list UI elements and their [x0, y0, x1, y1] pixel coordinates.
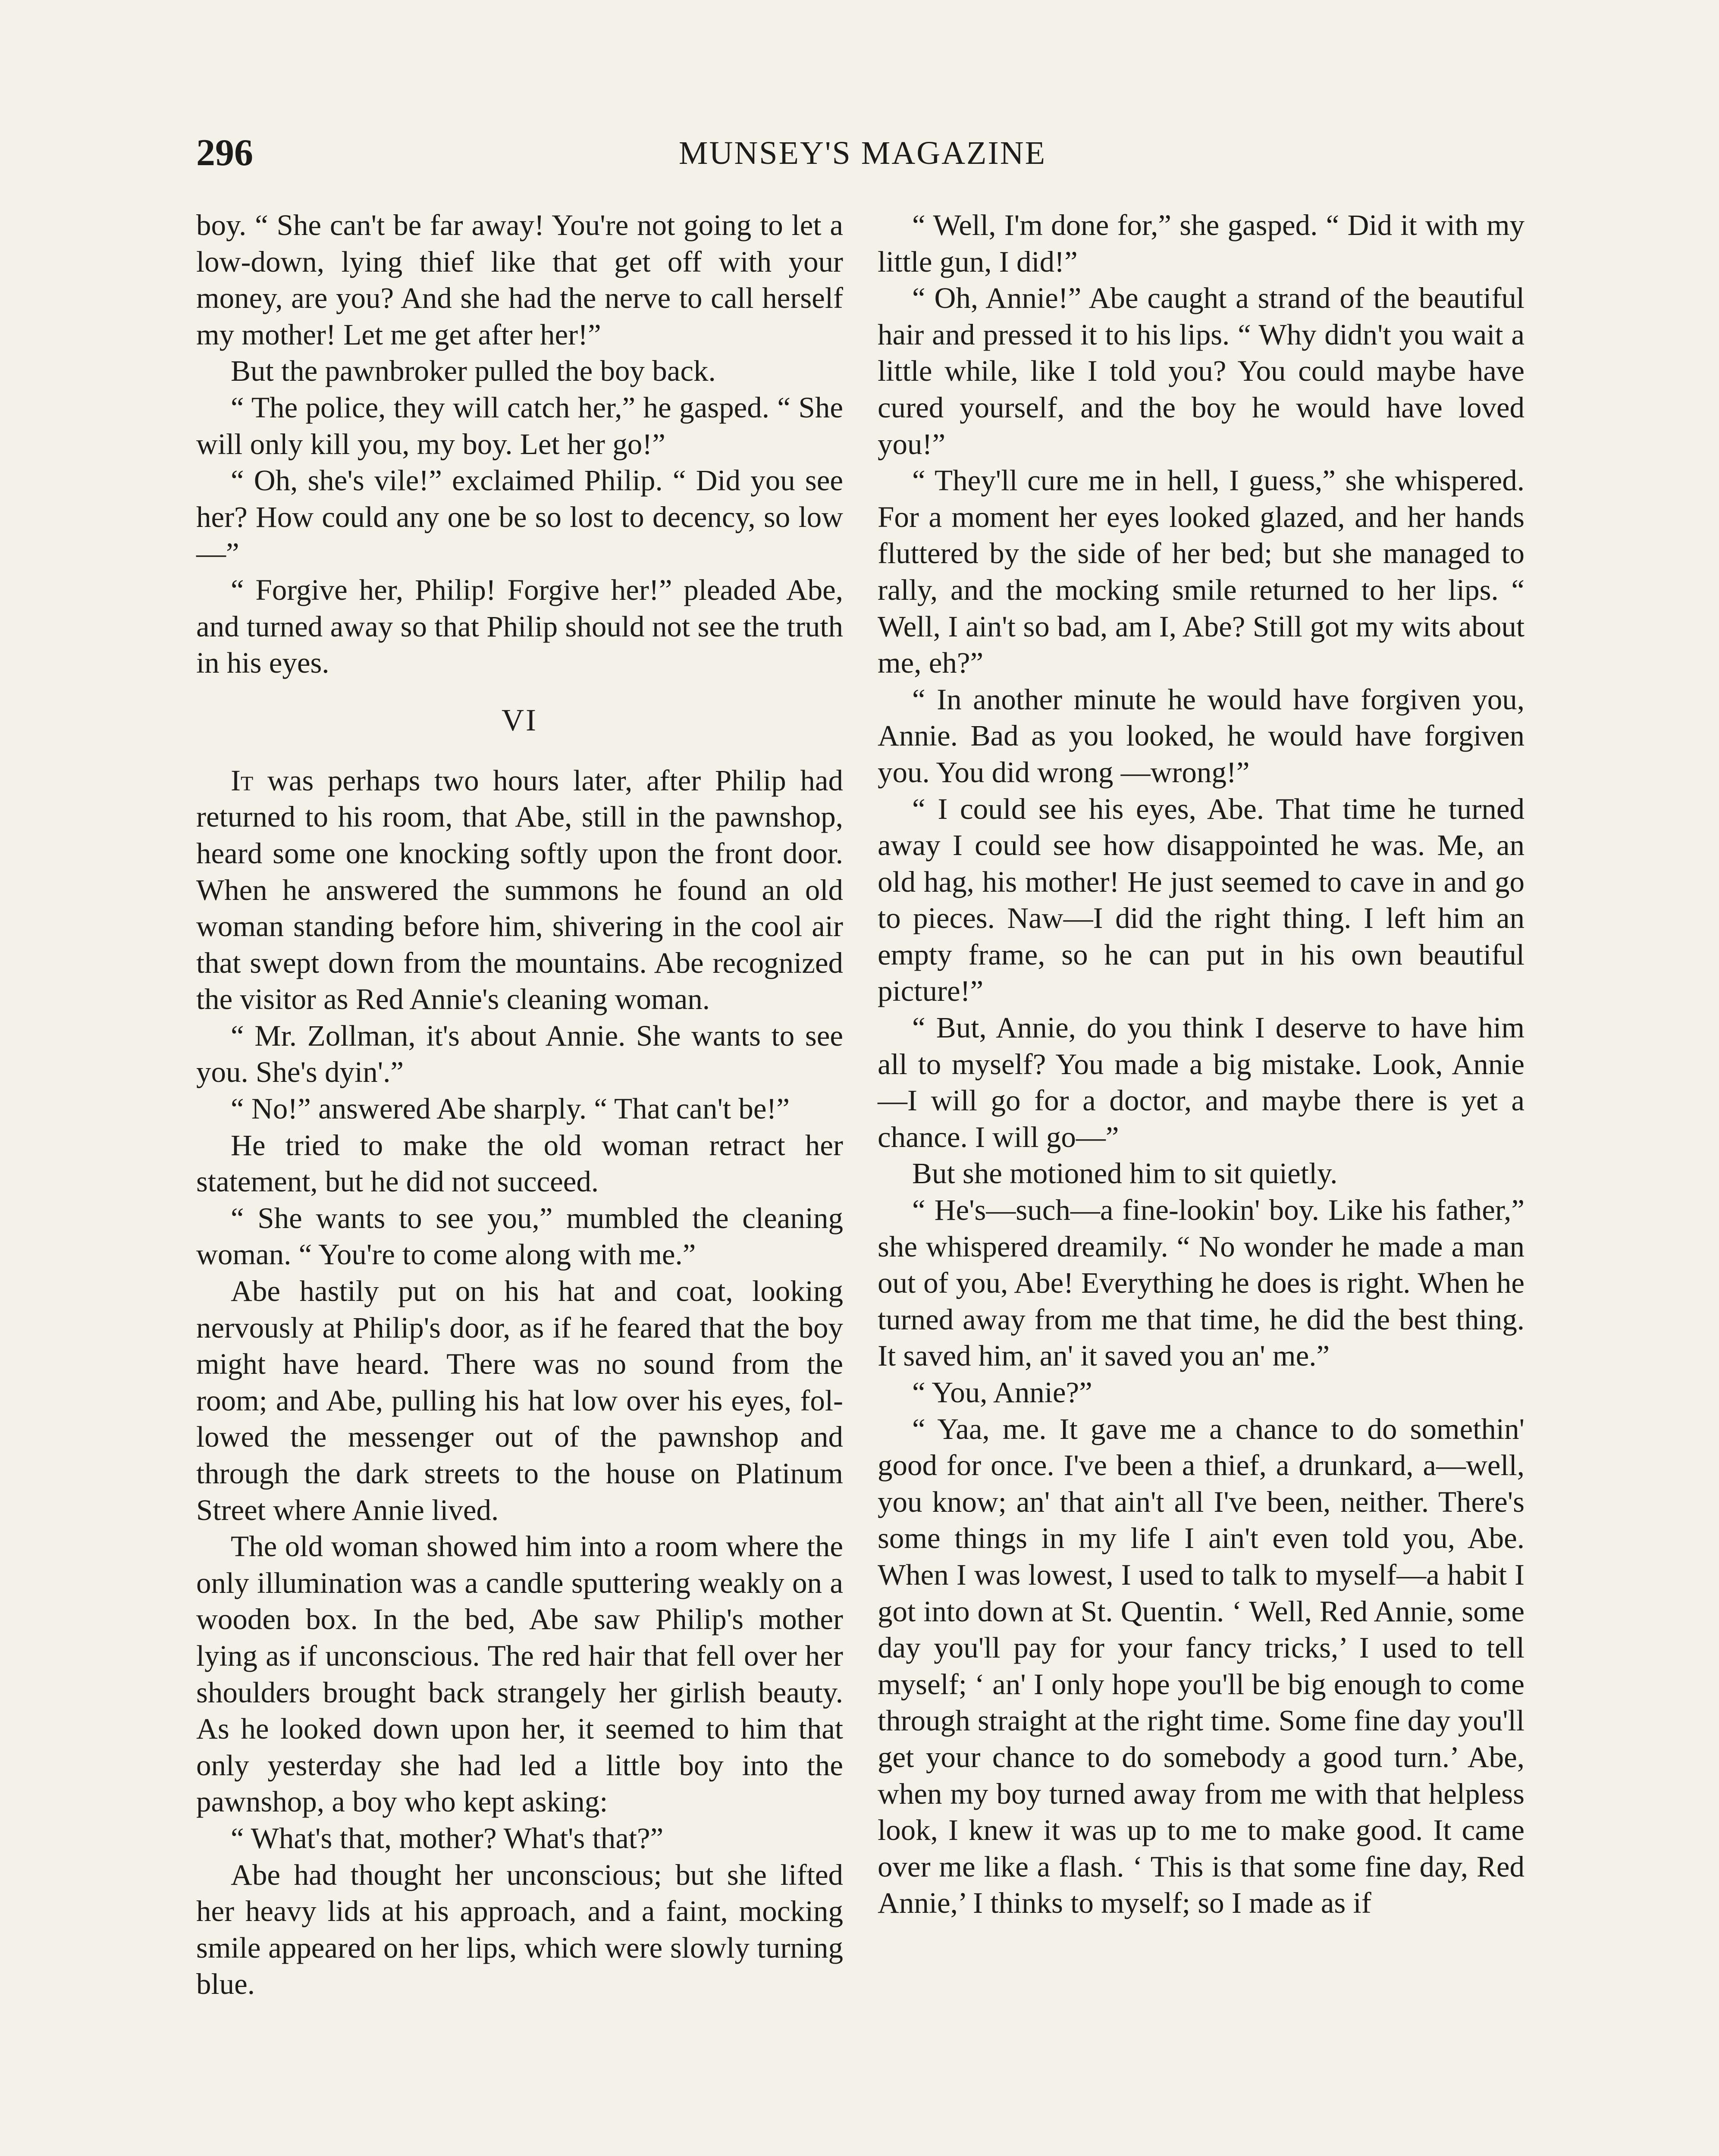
paragraph: “ No!” answered Abe sharply. “ That can't be!” [231, 1092, 790, 1125]
paragraph: “ He's—such—a fine-lookin' boy. Like his father,” she whispered dreamily. “ No wonder he made a man out of you, Abe! Everything he does is right. When he turned away from me that time, he did the best thing. It saved him, an' it saved you an' me.” [878, 1194, 1525, 1373]
paragraph: Abe hastily put on his hat and coat, looking nervously at Philip's door, as if he feared that the boy might have heard. There was no sound from the room; and Abe, pulling his hat low over his eyes, followed the messenger out of the pawnshop and through the dark streets to the house on Platinum Street where Annie lived. [196, 1275, 843, 1526]
paragraph: “ Forgive her, Philip! Forgive her!” pleaded Abe, and turned away so that Philip should not see the truth in his eyes. [196, 573, 843, 680]
paragraph: “ Mr. Zollman, it's about Annie. She wants to see you. She's dyin'.” [196, 1019, 843, 1089]
running-title: MUNSEY'S MAGAZINE [678, 135, 1047, 171]
paragraph: He tried to make the old woman retract her statement, but he did not succeed. [196, 1128, 843, 1198]
paragraph: “ I could see his eyes, Abe. That time he turned away I could see how disappointed he was. Me, an old hag, his mother! He just seemed to cave in and go to pieces. Naw—I did the right thing. I left him an empty frame, so he can put in his own beautiful picture!” [878, 792, 1525, 1008]
paragraph: “ In another minute he would have forgiven you, Annie. Bad as you looked, he would have forgiven you. You did wrong —wrong!” [878, 683, 1525, 789]
paragraph: Abe had thought her unconscious; but she lifted her heavy lids at his approach, and a faint, mocking smile appeared on her lips, which were slowly turning blue. [196, 1858, 843, 2001]
left-column [196, 207, 843, 2002]
paragraph: “ You, Annie?” [912, 1376, 1092, 1409]
paragraph: But the pawnbroker pulled the boy back. [231, 354, 716, 388]
paragraph: “ What's that, mother? What's that?” [231, 1821, 664, 1855]
paragraph [196, 762, 843, 1018]
paragraph: “ She wants to see you,” mumbled the cleaning woman. “ You're to come along with me.” [196, 1201, 843, 1271]
right-column [878, 207, 1525, 1921]
paragraph: The old woman showed him into a room where the only illumination was a candle sputtering weakly on a wooden box. In the bed, Abe saw Philip's mother lying as if unconscious. The red hair that fell over her shoulders brought back strangely her girlish beauty. As he looked down upon her, it seemed to him that only yesterday she had led a little boy into the pawnshop, a boy who kept asking: [196, 1530, 843, 1818]
paragraph: “ Oh, she's vile!” exclaimed Philip. “ Did you see her? How could any one be so lost to decency, so low—” [196, 464, 843, 570]
section-heading: VI [502, 702, 538, 737]
page-header [196, 129, 1529, 177]
paragraph: boy. “ She can't be far away! You're not going to let a low-down, lying thief like that get off with your money, are you? And she had the nerve to call herself my mother! Let me get after her!” [196, 209, 843, 351]
paragraph-text: was perhaps two hours later, after Philip had returned to his room, that Abe, still in the pawnshop, heard some one knocking softly upon the front door. When he answered the summons he found an old woman standing before him, shivering in the cool air that swept down from the mountains. Abe recognized the visitor as Red Annie's cleaning woman. [196, 764, 843, 1016]
paragraph: But she motioned him to sit quietly. [912, 1157, 1338, 1190]
paragraph: “ But, Annie, do you think I deserve to have him all to myself? You made a big mistake. Look, Annie—I will go for a doctor, and maybe there is yet a chance. I will go—” [878, 1011, 1525, 1153]
paragraph: “ Well, I'm done for,” she gasped. “ Did it with my little gun, I did!” [878, 209, 1525, 278]
paragraph: “ The police, they will catch her,” he gasped. “ She will only kill you, my boy. Let her go!” [196, 391, 843, 461]
paragraph: “ Oh, Annie!” Abe caught a strand of the beautiful hair and pressed it to his lips. “ Why didn't you wait a little while, like I told you? You could maybe have cured yourself, and the boy he would have loved you!” [878, 282, 1525, 461]
paragraph: “ Yaa, me. It gave me a chance to do somethin' good for once. I've been a thief, a drunkard, a—well, you know; an' that ain't all I've been, neither. There's some things in my life I ain't even told you, Abe. When I was lowest, I used to talk to myself—a habit I got into down at St. Quentin. ‘ Well, Red Annie, some day you'll pay for your fancy tricks,’ I used to tell myself; ‘ an' I only hope you'll be big enough to come through straight at the right time. Some fine day you'll get your chance to do somebody a good turn.’ Abe, when my boy turned away from me with that helpless look, I knew it was up to me to make good. It came over me like a flash. ‘ This is that some fine day, Red Annie,’ I thinks to myself; so I made as if [878, 1412, 1525, 1920]
lead-word: It [231, 764, 254, 797]
paragraph: “ They'll cure me in hell, I guess,” she whispered. For a moment her eyes looked glazed, and her hands fluttered by the side of her bed; but she managed to rally, and the mocking smile returned to her lips. “ Well, I ain't so bad, am I, Abe? Still got my wits about me, eh?” [878, 464, 1525, 680]
page-number: 296 [196, 132, 253, 174]
